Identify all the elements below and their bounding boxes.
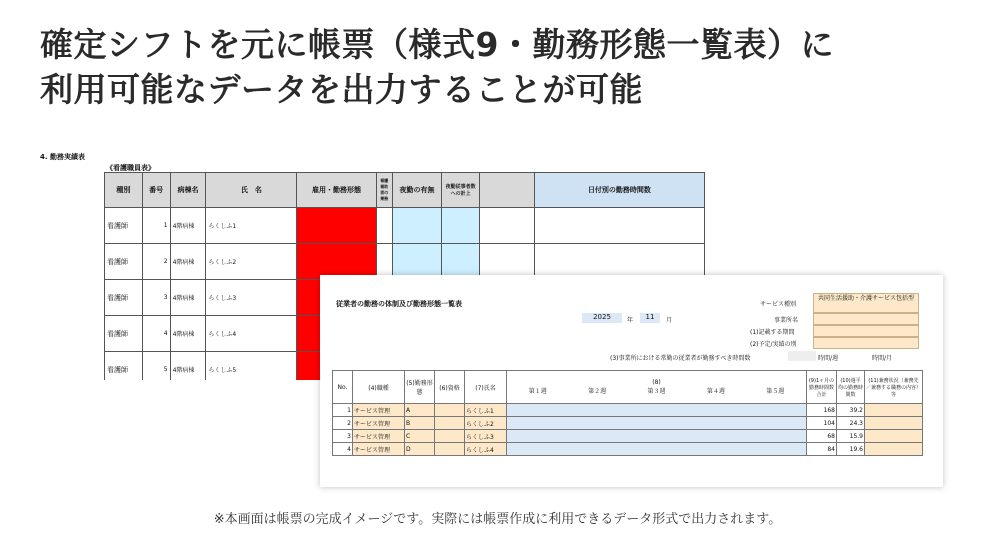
row-days: [507, 443, 807, 456]
office-field[interactable]: [813, 313, 919, 325]
row-avg: 19.6: [837, 443, 865, 456]
sheet-subtitle: 《看護職員表》: [106, 164, 155, 172]
row-form[interactable]: C: [405, 430, 435, 443]
row-job[interactable]: サービス管理: [353, 443, 405, 456]
row-name[interactable]: らくしふ2: [465, 417, 507, 430]
table-row: [333, 443, 923, 456]
hours-week-field[interactable]: [788, 351, 816, 361]
row-name: らくしふ5: [206, 352, 297, 381]
shift-form-sheet: [320, 275, 943, 487]
row-no: 2: [333, 417, 353, 430]
row-ward: 4階病棟: [170, 280, 206, 316]
header-qualification: (6)資格: [435, 371, 465, 404]
header-type: 種別: [105, 173, 143, 208]
row-number: 4: [142, 316, 170, 352]
shift-form-header: [333, 371, 923, 404]
row-qualification[interactable]: [435, 430, 465, 443]
header-daily-hours: 日付別の勤務時間数: [534, 173, 704, 208]
row-job[interactable]: サービス管理: [353, 417, 405, 430]
row-ward: 4階病棟: [170, 316, 206, 352]
row-name: らくしふ3: [206, 280, 297, 316]
year-value[interactable]: 2025: [582, 313, 622, 323]
title-line-1: 確定シフトを元に帳票（様式9・勤務形態一覧表）に: [40, 25, 834, 64]
header-form: (5)勤務形態: [405, 371, 435, 404]
row-ward: 4階病棟: [170, 244, 206, 280]
page-title: [40, 22, 970, 112]
row-side[interactable]: [865, 430, 923, 443]
title-line-2: 利用可能なデータを出力することが可能: [40, 70, 643, 109]
row-total: 84: [807, 443, 837, 456]
week-3-label: 第３週: [647, 388, 666, 395]
row-side[interactable]: [865, 417, 923, 430]
row-qualification[interactable]: [435, 417, 465, 430]
row-type: 看護師: [105, 316, 143, 352]
hours-label: (3)事業所における常勤の従業者が勤務すべき時間数: [610, 355, 751, 362]
row-number: 3: [142, 280, 170, 316]
header-night: 夜勤の有無: [392, 173, 442, 208]
row-avg: 15.9: [837, 430, 865, 443]
row-avg: 24.3: [837, 417, 865, 430]
row-side[interactable]: [865, 404, 923, 417]
row-job[interactable]: サービス管理: [353, 404, 405, 417]
row-number: 5: [142, 352, 170, 381]
sheet-section-label: 4. 勤務実績表: [40, 153, 85, 161]
work-record-header: [105, 173, 705, 208]
table-row: [333, 404, 923, 417]
office-label: 事業所名: [774, 317, 799, 324]
row-type: 看護師: [105, 280, 143, 316]
row-days: [507, 430, 807, 443]
row-name: らくしふ1: [206, 208, 297, 244]
header-concurrent: 看護補助者の業務: [376, 173, 392, 208]
header-no: No.: [333, 371, 353, 404]
year-unit: 年: [627, 317, 634, 324]
row-name: らくしふ4: [206, 316, 297, 352]
week-4-label: 第４週: [706, 388, 725, 395]
row-name[interactable]: らくしふ1: [465, 404, 507, 417]
plan-label: (2)予定/実績の別: [750, 341, 797, 348]
row-avg: 39.2: [837, 404, 865, 417]
header-employment: 雇用・勤務形態: [297, 173, 377, 208]
row-no: 3: [333, 430, 353, 443]
row-type: 看護師: [105, 352, 143, 381]
header-total: (9)1ヶ月の勤務時間数合計: [807, 371, 837, 404]
row-type: 看護師: [105, 244, 143, 280]
service-type-value: 共同生活援助・介護サービス包括型: [813, 293, 919, 313]
row-total: 168: [807, 404, 837, 417]
row-total: 104: [807, 417, 837, 430]
header-name: 氏 名: [206, 173, 297, 208]
month-unit: 月: [666, 317, 673, 324]
week-2-label: 第２週: [588, 388, 607, 395]
header-days: [507, 371, 807, 404]
row-ward: 4階病棟: [170, 352, 206, 381]
row-name[interactable]: らくしふ4: [465, 443, 507, 456]
week-5-label: 第５週: [766, 388, 785, 395]
row-form[interactable]: A: [405, 404, 435, 417]
row-form[interactable]: D: [405, 443, 435, 456]
period-label: (1)記載する期間: [750, 329, 795, 336]
hours-week-unit: 時間/週: [818, 355, 839, 362]
footnote: ※本画面は帳票の完成イメージです。実際には帳票作成に利用できるデータ形式で出力されます。: [213, 512, 782, 527]
row-number: 2: [142, 244, 170, 280]
row-job[interactable]: サービス管理: [353, 430, 405, 443]
plan-field[interactable]: [813, 337, 919, 349]
table-row: [333, 430, 923, 443]
row-number: 1: [142, 208, 170, 244]
header-days-label: (8): [652, 379, 661, 386]
header-name: (7)氏名: [465, 371, 507, 404]
row-days: [507, 417, 807, 430]
header-avg: (10)週平均の勤務時間数: [837, 371, 865, 404]
row-total: 68: [807, 430, 837, 443]
header-job: (4)職種: [353, 371, 405, 404]
sheet-title: 従業者の勤務の体制及び勤務形態一覧表: [336, 300, 462, 308]
week-1-label: 第１週: [528, 388, 547, 395]
row-qualification[interactable]: [435, 404, 465, 417]
row-side[interactable]: [865, 443, 923, 456]
row-ward: 4階病棟: [170, 208, 206, 244]
shift-form-table: [332, 370, 923, 456]
hours-month-unit: 時間/月: [872, 355, 893, 362]
month-value[interactable]: 11: [640, 313, 660, 323]
table-row: [333, 417, 923, 430]
row-type: 看護師: [105, 208, 143, 244]
row-form[interactable]: B: [405, 417, 435, 430]
row-qualification[interactable]: [435, 443, 465, 456]
row-days: [507, 404, 807, 417]
row-name[interactable]: らくしふ3: [465, 430, 507, 443]
service-type-label: サービス種別: [760, 301, 797, 308]
row-no: 4: [333, 443, 353, 456]
row-no: 1: [333, 404, 353, 417]
header-number: 番号: [142, 173, 170, 208]
table-row: [105, 208, 705, 244]
header-ward: 病棟名: [170, 173, 206, 208]
header-night-count: 夜勤従事者数への計上: [442, 173, 479, 208]
header-side: (11)兼務状況（兼務先／兼務する職務の内容）等: [865, 371, 923, 404]
period-field[interactable]: [813, 325, 919, 337]
row-name: らくしふ2: [206, 244, 297, 280]
